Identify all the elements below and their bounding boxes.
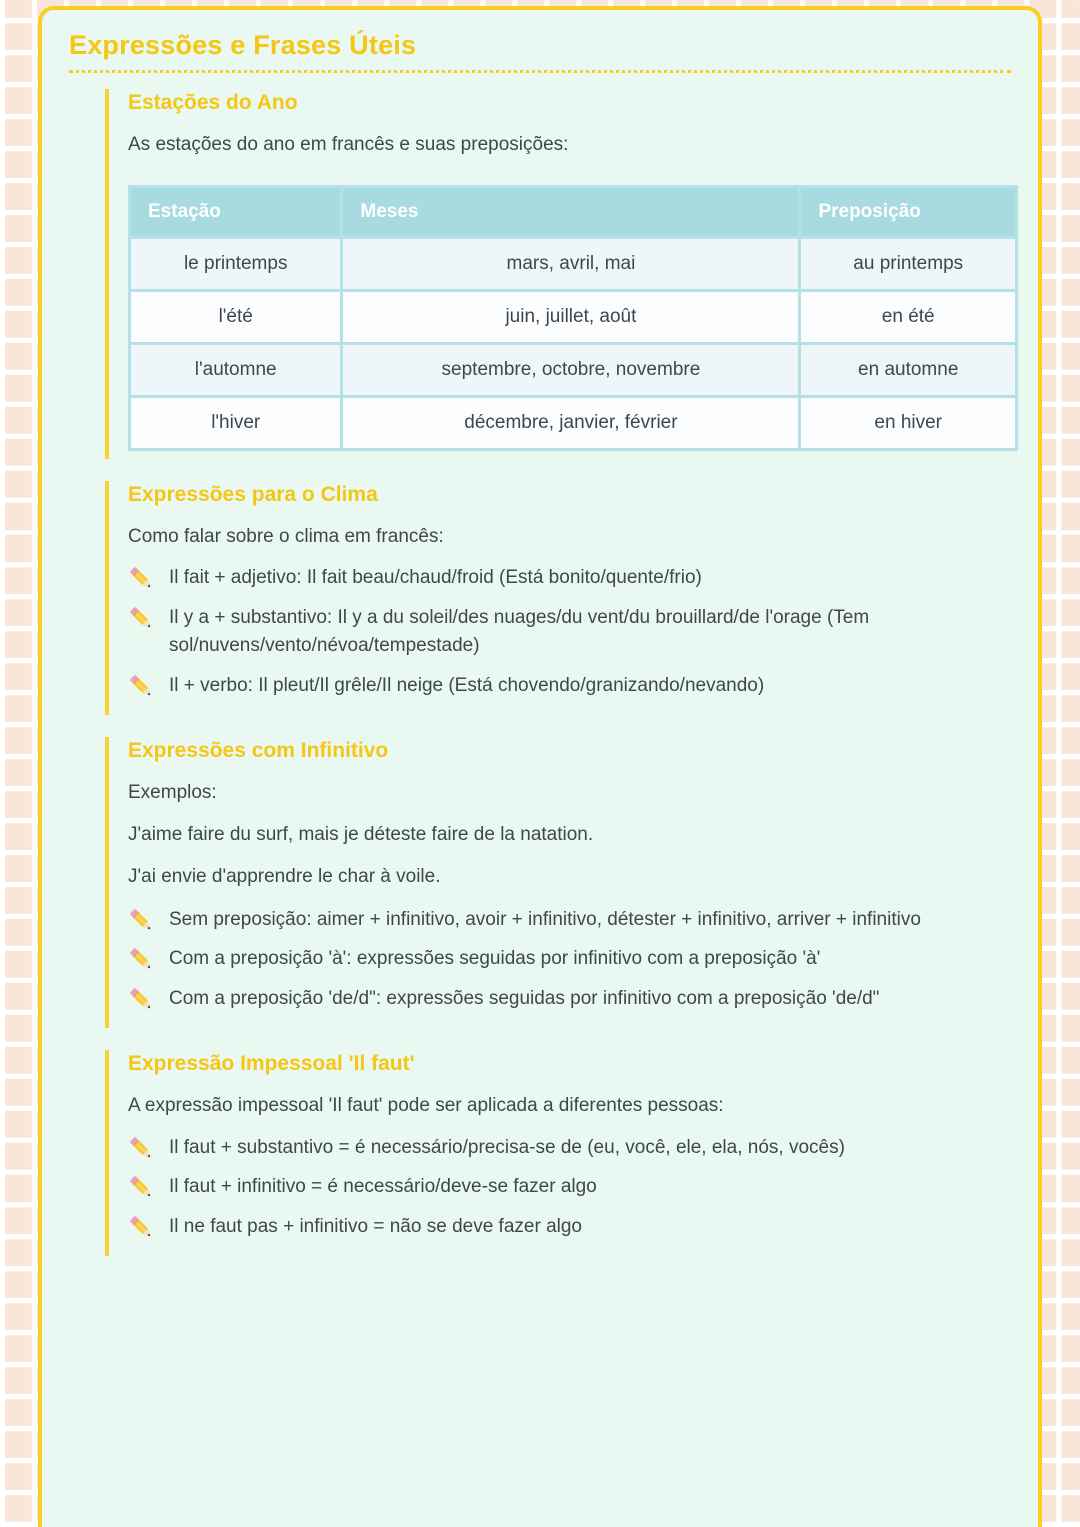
- table-cell: décembre, janvier, février: [342, 396, 800, 449]
- pencil-icon: [128, 673, 155, 700]
- bullet-list: [128, 906, 1011, 1014]
- pencil-icon: [128, 986, 155, 1013]
- table-cell: l'hiver: [130, 396, 342, 449]
- examples-block: [128, 821, 1011, 891]
- section-intro: Exemplos:: [128, 782, 217, 804]
- table-cell: en automne: [800, 343, 1017, 396]
- pencil-icon: [128, 605, 155, 632]
- table-cell: l'été: [130, 290, 342, 343]
- table-row: [130, 343, 1017, 396]
- notes-card: [38, 6, 1042, 1527]
- bullet-text: Il faut + substantivo = é necessário/precisa-se de (eu, você, ele, ela, nós, vocês): [169, 1136, 845, 1158]
- pencil-icon: [128, 907, 155, 934]
- table-cell: au printemps: [800, 237, 1017, 290]
- section-heading: Expressões com Infinitivo: [128, 739, 389, 763]
- table-header-row: [130, 186, 1017, 237]
- table-row: [130, 237, 1017, 290]
- section-intro: A expressão impessoal 'Il faut' pode ser aplicada a diferentes pessoas:: [128, 1095, 724, 1117]
- pencil-icon: [128, 1174, 155, 1201]
- table-cell: septembre, octobre, novembre: [342, 343, 800, 396]
- bullet-text: Il + verbo: Il pleut/Il grêle/Il neige (Está chovendo/granizando/nevando): [169, 674, 765, 696]
- pencil-icon: [128, 565, 155, 592]
- seasons-table: [128, 185, 1018, 451]
- bullet-item: [128, 985, 1011, 1014]
- example-line: J'aime faire du surf, mais je déteste faire de la natation.: [128, 823, 594, 845]
- bullet-text: Sem preposição: aimer + infinitivo, avoir + infinitivo, détester + infinitivo, arriver + infinitivo: [169, 908, 921, 930]
- section-expressoes-clima: [105, 481, 1011, 716]
- bullet-list: [128, 564, 1011, 700]
- table-cell: mars, avril, mai: [342, 237, 800, 290]
- pencil-icon: [128, 1135, 155, 1162]
- pencil-icon: [128, 946, 155, 973]
- bullet-text: Com a preposição 'à': expressões seguidas por infinitivo com a preposição 'à': [169, 948, 821, 970]
- bullet-item: [128, 1173, 1011, 1202]
- bullet-item: [128, 1134, 1011, 1163]
- page-title: Expressões e Frases Úteis: [69, 30, 417, 60]
- bullet-item: [128, 604, 1011, 661]
- bullet-item: [128, 945, 1011, 974]
- column-header-preposicao: Preposição: [800, 186, 1017, 237]
- bullet-item: [128, 1213, 1011, 1242]
- bullet-text: Il faut + infinitivo = é necessário/deve-se fazer algo: [169, 1176, 597, 1198]
- table-cell: le printemps: [130, 237, 342, 290]
- table-cell: en hiver: [800, 396, 1017, 449]
- bullet-text: Il ne faut pas + infinitivo = não se deve fazer algo: [169, 1215, 582, 1237]
- section-intro: Como falar sobre o clima em francês:: [128, 525, 444, 547]
- seasons-table-header: [130, 186, 1017, 237]
- section-heading: Estações do Ano: [128, 91, 298, 114]
- section-heading: Expressão Impessoal 'Il faut': [128, 1052, 415, 1076]
- bullet-text: Com a preposição 'de/d": expressões seguidas por infinitivo com a preposição 'de/d": [169, 987, 880, 1009]
- section-il-faut: [105, 1050, 1011, 1256]
- table-cell: juin, juillet, août: [342, 290, 800, 343]
- pencil-icon: [128, 1214, 155, 1241]
- section-heading: Expressões para o Clima: [128, 482, 378, 506]
- dotted-divider: [69, 70, 1011, 73]
- table-row: [130, 396, 1017, 449]
- seasons-table-body: [130, 237, 1017, 449]
- table-cell: l'automne: [130, 343, 342, 396]
- bullet-list: [128, 1134, 1011, 1242]
- example-line: J'ai envie d'apprendre le char à voile.: [128, 866, 441, 888]
- section-estacoes-do-ano: [105, 89, 1011, 459]
- bullet-item: [128, 672, 1011, 701]
- bullet-text: Il fait + adjetivo: Il fait beau/chaud/froid (Está bonito/quente/frio): [169, 567, 702, 589]
- column-header-estacao: Estação: [130, 186, 342, 237]
- section-expressoes-infinitivo: [105, 737, 1011, 1028]
- table-row: [130, 290, 1017, 343]
- bullet-item: [128, 906, 1011, 935]
- table-cell: en été: [800, 290, 1017, 343]
- column-header-meses: Meses: [342, 186, 800, 237]
- bullet-text: Il y a + substantivo: Il y a du soleil/des nuages/du vent/du brouillard/de l'orage (Tem sol/nuvens/vento/névoa/tempestade): [169, 606, 870, 657]
- bullet-item: [128, 564, 1011, 593]
- section-intro: As estações do ano em francês e suas preposições:: [128, 134, 569, 155]
